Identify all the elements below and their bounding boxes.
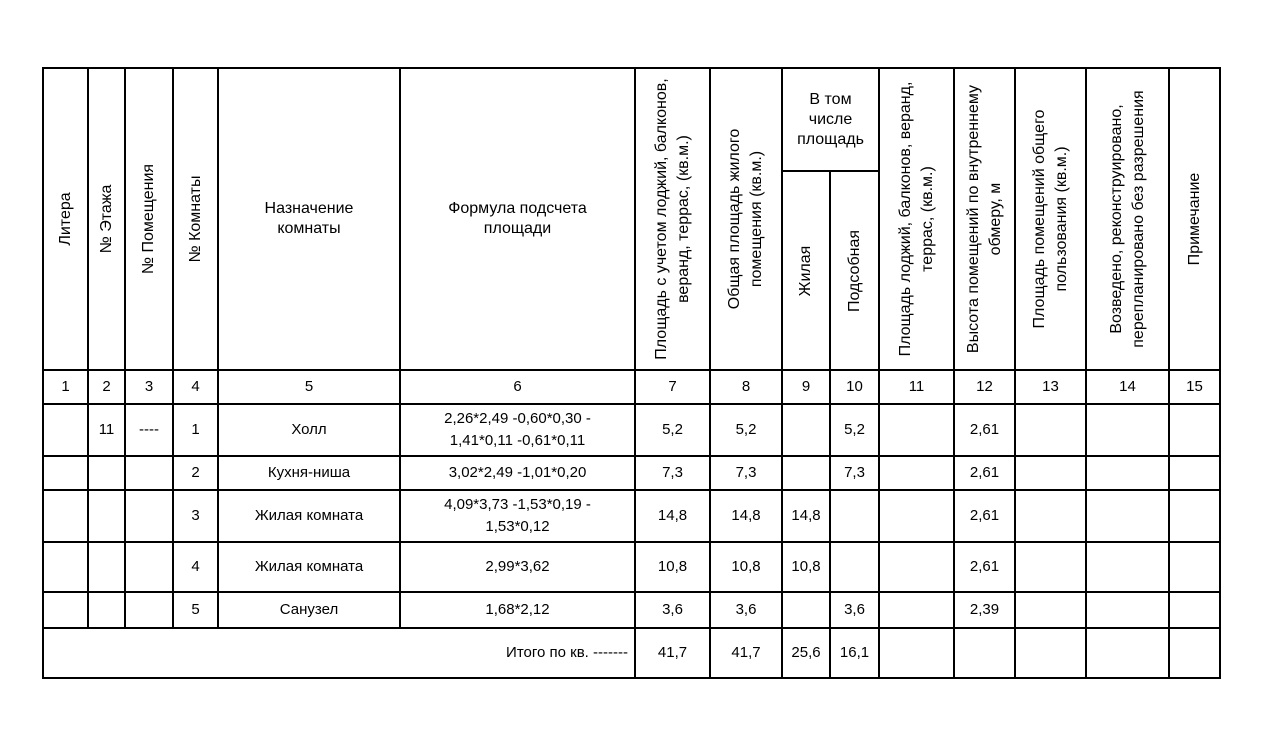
- cell-living: [782, 592, 830, 628]
- cell-formula: 2,26*2,49 -0,60*0,30 - 1,41*0,11 -0,61*0,11: [400, 404, 635, 456]
- cell-room: 3: [173, 490, 218, 542]
- cell-living-area-total: 3,6: [710, 592, 782, 628]
- cell-height: 2,39: [954, 592, 1015, 628]
- header-premise: № Помещения: [125, 68, 173, 370]
- cell-purpose: Жилая комната: [218, 542, 400, 592]
- cell-litera: [43, 542, 88, 592]
- cell-purpose: Кухня-ниша: [218, 456, 400, 490]
- cell-formula: 1,68*2,12: [400, 592, 635, 628]
- cell-room: 5: [173, 592, 218, 628]
- cell-note: [1169, 592, 1220, 628]
- column-number: 12: [954, 370, 1015, 404]
- header-including-area: В том числе площадь: [782, 68, 879, 171]
- table-row: [43, 456, 1220, 490]
- cell-balcony: [879, 490, 954, 542]
- table-row: [43, 592, 1220, 628]
- column-number: 6: [400, 370, 635, 404]
- cell-note: [1169, 490, 1220, 542]
- total-empty-cell: [879, 628, 954, 678]
- cell-living: [782, 404, 830, 456]
- column-number: 13: [1015, 370, 1086, 404]
- total-label: Итого по кв. -------: [43, 628, 635, 678]
- cell-area-total: 5,2: [635, 404, 710, 456]
- cell-litera: [43, 404, 88, 456]
- total-empty-cell: [1086, 628, 1169, 678]
- header-unauthorized: Возведено, реконструировано, перепланировано без разрешения: [1086, 68, 1169, 370]
- header-purpose: Назначение комнаты: [218, 68, 400, 370]
- cell-auxiliary: 5,2: [830, 404, 879, 456]
- cell-living: 14,8: [782, 490, 830, 542]
- cell-floor: [88, 490, 125, 542]
- header-room: № Комнаты: [173, 68, 218, 370]
- total-area-total: 41,7: [635, 628, 710, 678]
- cell-living-area-total: 7,3: [710, 456, 782, 490]
- header-note: Примечание: [1169, 68, 1220, 370]
- cell-premise: [125, 490, 173, 542]
- header-living: Жилая: [782, 171, 830, 370]
- header-living-area-total: Общая площадь жилого помещения (кв.м.): [710, 68, 782, 370]
- cell-purpose: Жилая комната: [218, 490, 400, 542]
- cell-formula: 2,99*3,62: [400, 542, 635, 592]
- cell-balcony: [879, 542, 954, 592]
- total-empty-cell: [1015, 628, 1086, 678]
- cell-living-area-total: 5,2: [710, 404, 782, 456]
- cell-height: 2,61: [954, 456, 1015, 490]
- cell-room: 2: [173, 456, 218, 490]
- total-living-area-total: 41,7: [710, 628, 782, 678]
- cell-purpose: Холл: [218, 404, 400, 456]
- cell-auxiliary: 3,6: [830, 592, 879, 628]
- cell-unauthorized: [1086, 490, 1169, 542]
- total-auxiliary: 16,1: [830, 628, 879, 678]
- cell-living-area-total: 10,8: [710, 542, 782, 592]
- column-number: 14: [1086, 370, 1169, 404]
- cell-litera: [43, 490, 88, 542]
- header-floor: № Этажа: [88, 68, 125, 370]
- column-number: 7: [635, 370, 710, 404]
- header-balcony-area: Площадь лоджий, балконов, веранд, террас, (кв.м.): [879, 68, 954, 370]
- header-litera: Литера: [43, 68, 88, 370]
- cell-floor: [88, 592, 125, 628]
- cell-unauthorized: [1086, 456, 1169, 490]
- cell-purpose: Санузел: [218, 592, 400, 628]
- header-height: Высота помещений по внутреннему обмеру, м: [954, 68, 1015, 370]
- cell-living: 10,8: [782, 542, 830, 592]
- cell-common: [1015, 404, 1086, 456]
- cell-height: 2,61: [954, 542, 1015, 592]
- cell-auxiliary: [830, 542, 879, 592]
- column-number: 8: [710, 370, 782, 404]
- column-number: 3: [125, 370, 173, 404]
- cell-note: [1169, 404, 1220, 456]
- column-number: 9: [782, 370, 830, 404]
- cell-litera: [43, 592, 88, 628]
- cell-auxiliary: 7,3: [830, 456, 879, 490]
- cell-unauthorized: [1086, 592, 1169, 628]
- header-common-area: Площадь помещений общего пользования (кв.м.): [1015, 68, 1086, 370]
- cell-floor: [88, 456, 125, 490]
- column-number: 4: [173, 370, 218, 404]
- column-number: 15: [1169, 370, 1220, 404]
- header-auxiliary: Подсобная: [830, 171, 879, 370]
- column-number-row: [43, 370, 1220, 404]
- cell-floor: [88, 542, 125, 592]
- table-row: [43, 404, 1220, 456]
- total-row: [43, 628, 1220, 678]
- cell-area-total: 7,3: [635, 456, 710, 490]
- table-row: [43, 542, 1220, 592]
- cell-balcony: [879, 404, 954, 456]
- cell-common: [1015, 592, 1086, 628]
- header-area-total: Площадь с учетом лоджий, балконов, веранд, террас, (кв.м.): [635, 68, 710, 370]
- cell-balcony: [879, 592, 954, 628]
- header-formula: Формула подсчета площади: [400, 68, 635, 370]
- cell-unauthorized: [1086, 542, 1169, 592]
- cell-common: [1015, 490, 1086, 542]
- table-row: [43, 490, 1220, 542]
- cell-premise: ----: [125, 404, 173, 456]
- cell-balcony: [879, 456, 954, 490]
- column-number: 11: [879, 370, 954, 404]
- cell-floor: 11: [88, 404, 125, 456]
- cell-litera: [43, 456, 88, 490]
- cell-premise: [125, 542, 173, 592]
- cell-area-total: 10,8: [635, 542, 710, 592]
- cell-common: [1015, 542, 1086, 592]
- cell-common: [1015, 456, 1086, 490]
- cell-note: [1169, 542, 1220, 592]
- cell-area-total: 14,8: [635, 490, 710, 542]
- cell-height: 2,61: [954, 490, 1015, 542]
- column-number: 1: [43, 370, 88, 404]
- cell-note: [1169, 456, 1220, 490]
- cell-height: 2,61: [954, 404, 1015, 456]
- total-empty-cell: [1169, 628, 1220, 678]
- cell-living: [782, 456, 830, 490]
- room-area-table: [42, 67, 1221, 679]
- cell-living-area-total: 14,8: [710, 490, 782, 542]
- cell-premise: [125, 592, 173, 628]
- cell-room: 4: [173, 542, 218, 592]
- cell-auxiliary: [830, 490, 879, 542]
- cell-premise: [125, 456, 173, 490]
- total-living: 25,6: [782, 628, 830, 678]
- cell-area-total: 3,6: [635, 592, 710, 628]
- column-number: 10: [830, 370, 879, 404]
- cell-formula: 4,09*3,73 -1,53*0,19 - 1,53*0,12: [400, 490, 635, 542]
- column-number: 2: [88, 370, 125, 404]
- cell-formula: 3,02*2,49 -1,01*0,20: [400, 456, 635, 490]
- cell-unauthorized: [1086, 404, 1169, 456]
- total-empty-cell: [954, 628, 1015, 678]
- cell-room: 1: [173, 404, 218, 456]
- column-number: 5: [218, 370, 400, 404]
